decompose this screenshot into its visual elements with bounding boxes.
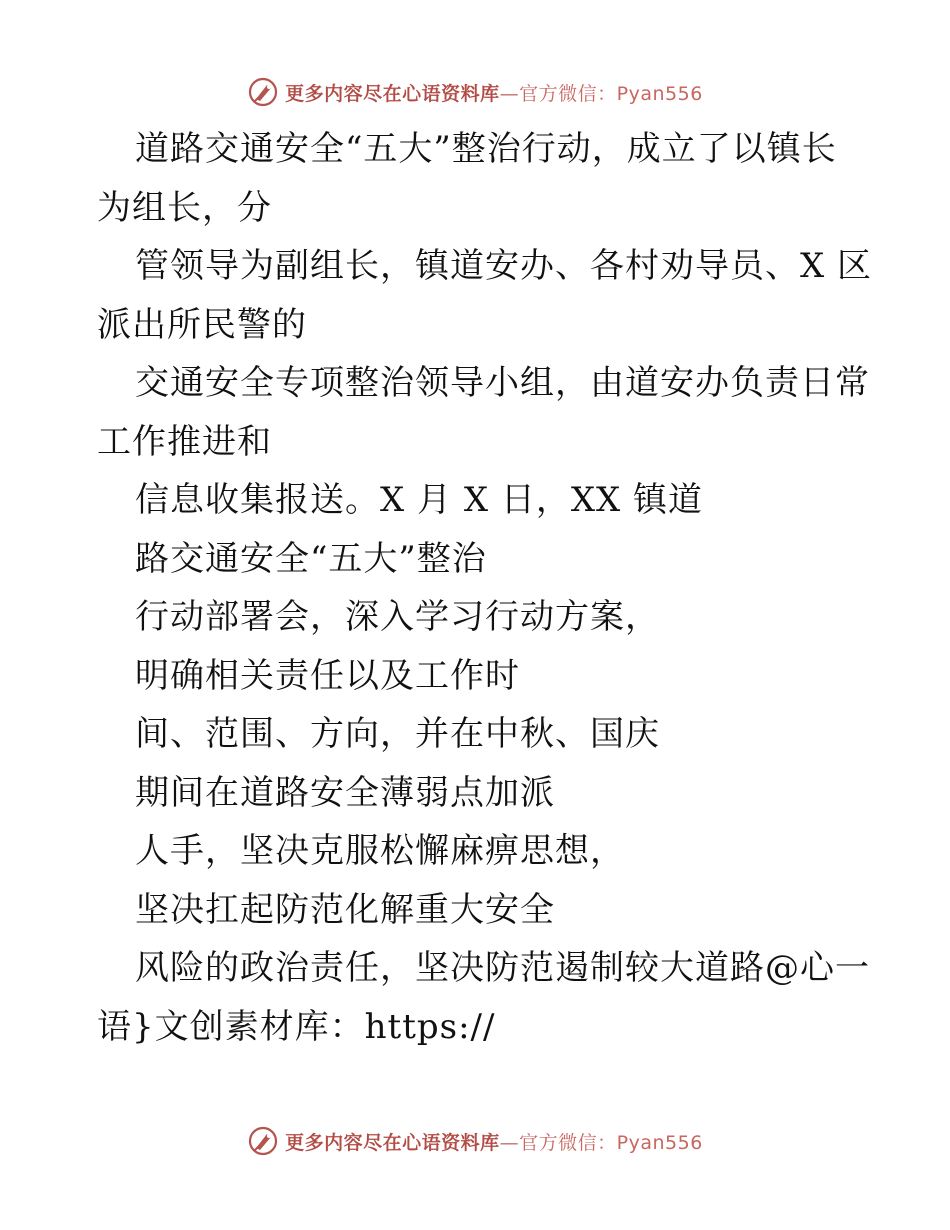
watermark-separator: — — [499, 1131, 520, 1154]
paragraph-line: 工作推进和 — [97, 421, 272, 462]
paragraph-line: 道路交通安全“五大”整治行动，成立了以镇长 — [135, 129, 837, 169]
paragraph-line: 期间在道路安全薄弱点加派 — [135, 772, 555, 813]
paragraph-line: 信息收集报送。X 月 X 日，XX 镇道 — [135, 480, 704, 520]
header-watermark — [0, 72, 950, 112]
paragraph-line: 语}文创素材库：https:// — [97, 1006, 496, 1047]
paragraph-line: 坚决扛起防范化解重大安全 — [135, 889, 555, 930]
quill-logo-icon — [247, 1125, 279, 1157]
paragraph-line: 路交通安全“五大”整治 — [135, 538, 487, 579]
paragraph-line: 为组长，分 — [97, 187, 272, 228]
watermark-brand: 更多内容尽在心语资料库 — [285, 82, 500, 105]
paragraph-line: 间、范围、方向，并在中秋、国庆 — [135, 714, 660, 754]
watermark-wechat: 官方微信：Pyan556 — [519, 82, 703, 105]
paragraph-line: 交通安全专项整治领导小组，由道安办负责日常 — [135, 363, 870, 403]
watermark-separator: — — [499, 82, 520, 105]
paragraph-line: 人手，坚决克服松懈麻痹思想， — [135, 831, 625, 871]
paragraph-line: 派出所民警的 — [97, 304, 307, 345]
footer-watermark — [0, 1121, 950, 1161]
watermark-brand: 更多内容尽在心语资料库 — [285, 1131, 500, 1154]
quill-logo-icon — [247, 76, 279, 108]
paragraph-line: 明确相关责任以及工作时 — [135, 655, 520, 696]
paragraph-line: 管领导为副组长，镇道安办、各村劝导员、X 区 — [135, 246, 873, 286]
paragraph-line: 行动部署会，深入学习行动方案， — [135, 597, 660, 637]
watermark-wechat: 官方微信：Pyan556 — [519, 1131, 703, 1154]
document-body — [97, 120, 873, 1056]
paragraph-line: 风险的政治责任，坚决防范遏制较大道路@心一 — [135, 948, 870, 988]
